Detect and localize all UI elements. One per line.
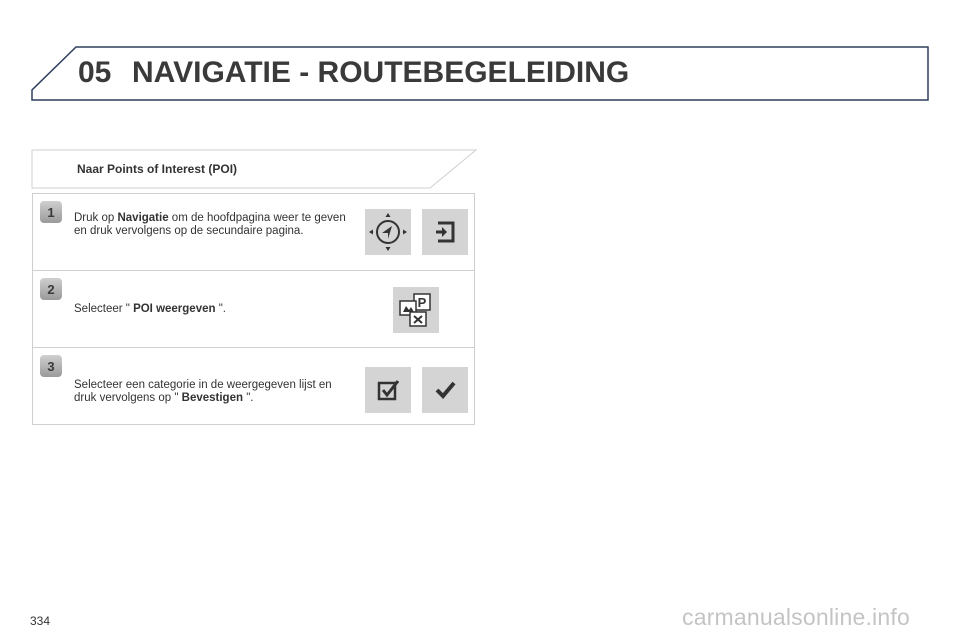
poi-display-icon[interactable] — [393, 287, 439, 333]
chapter-title: NAVIGATIE - ROUTEBEGELEIDING — [132, 56, 630, 89]
step-bold-term: POI weergeven — [133, 303, 216, 315]
step-number-badge: 2 — [40, 278, 62, 300]
step-text: Selecteer " POI weergeven ". — [74, 303, 227, 315]
step-text: Druk op Navigatie om de hoofdpagina weer te geven en druk vervolgens op de secundaire pagina. — [74, 212, 346, 237]
watermark: carmanualsonline.info — [682, 604, 910, 630]
step-3 — [33, 348, 474, 424]
select-all-checkbox-icon[interactable] — [365, 367, 411, 413]
secondary-page-icon[interactable] — [422, 209, 468, 255]
section-title: Naar Points of Interest (POI) — [77, 162, 238, 176]
steps-table — [32, 193, 475, 425]
chapter-number: 05 — [78, 56, 112, 89]
step-1 — [33, 194, 474, 271]
navigation-compass-icon[interactable] — [365, 209, 411, 255]
step-bold-term: Bevestigen — [181, 391, 243, 404]
step-2 — [33, 271, 474, 348]
confirm-check-icon[interactable] — [422, 367, 468, 413]
step-number-badge: 3 — [40, 355, 62, 377]
page-number: 334 — [30, 614, 51, 628]
step-number-badge: 1 — [40, 201, 62, 223]
step-text: Selecteer een categorie in de weergegeven lijst en druk vervolgens op " Bevestigen ". — [74, 379, 332, 404]
step-bold-term: Navigatie — [117, 212, 169, 224]
svg-text:P: P — [417, 295, 427, 310]
